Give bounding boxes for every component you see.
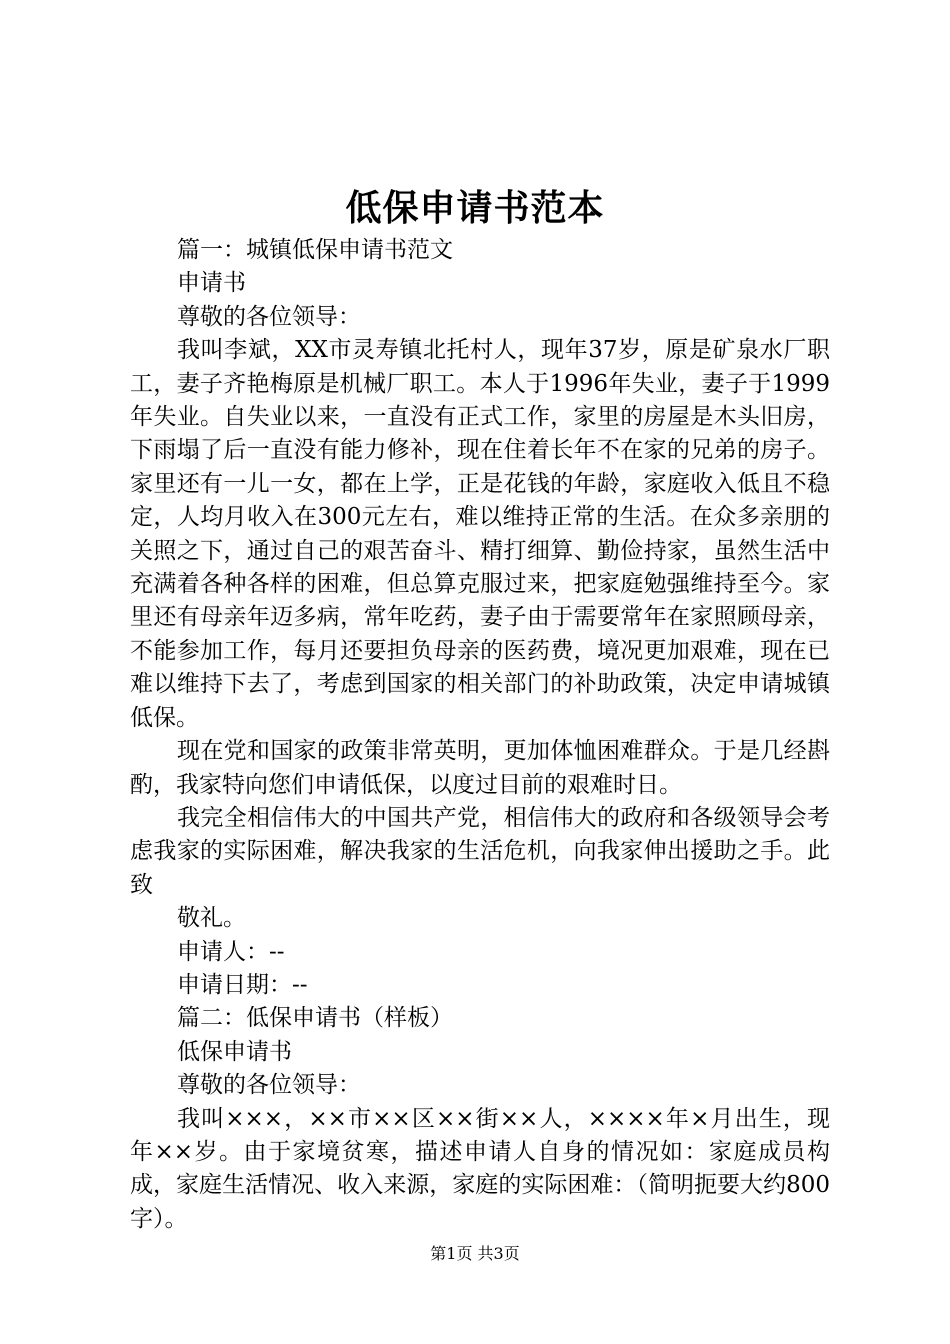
body-paragraph: 现在党和国家的政策非常英明，更加体恤困难群众。于是几经斟酌，我家特向您们申请低保，以度过目前的艰难时日。 [130,738,830,798]
letter-title-1: 申请书 [177,270,246,297]
salutation-2: 尊敬的各位领导： [177,1072,361,1099]
salutation-1: 尊敬的各位领导： [177,303,361,330]
body-paragraph: 我叫×××，××市××区××街××人，××××年×月出生，现年××岁。由于家境贫寒，描述申请人自身的情况如：家庭成员构成，家庭生活情况、收入来源，家庭的实际困难：（简明扼要大约800字）。 [130,1105,830,1232]
application-date-line: 申请日期：-- [177,971,308,998]
body-paragraph: 我完全相信伟大的中国共产党，相信伟大的政府和各级领导会考虑我家的实际困难，解决我家的生活危机，向我家伸出援助之手。此致 [130,804,830,898]
section-heading-2: 篇二：低保申请书（样板） [177,1005,453,1032]
document-title: 低保申请书范本 [345,187,605,229]
document-body [130,234,830,1236]
letter-title-2: 低保申请书 [177,1038,292,1065]
section-heading-1: 篇一：城镇低保申请书范文 [177,237,453,263]
body-paragraph: 我叫李斌，XX市灵寿镇北托村人，现年37岁，原是矿泉水厂职工，妻子齐艳梅原是机械厂职工。本人于1996年失业，妻子于1999年失业。自失业以来，一直没有正式工作，家里的房屋是木头旧房，下雨塌了后一直没有能力修补，现在住着长年不在家的兄弟的房子。家里还有一儿一女，都在上学，正是花钱的年龄，家庭收入低且不稳定，人均月收入在300元左右，难以维持正常的生活。在众多亲朋的关照之下，通过自己的艰苦奋斗、精打细算、勤俭持家，虽然生活中充满着各种各样的困难，但总算克服过来，把家庭勉强维持至今。家里还有母亲年迈多病，常年吃药，妻子由于需要常年在家照顾母亲，不能参加工作，每月还要担负母亲的医药费，境况更加艰难，现在已难以维持下去了，考虑到国家的相关部门的补助政策，决定申请城镇低保。 [130,337,830,731]
page-footer: 第1页 共3页 [430,1244,520,1263]
applicant-line: 申请人：-- [177,938,285,965]
closing-regards: 敬礼。 [177,905,246,932]
